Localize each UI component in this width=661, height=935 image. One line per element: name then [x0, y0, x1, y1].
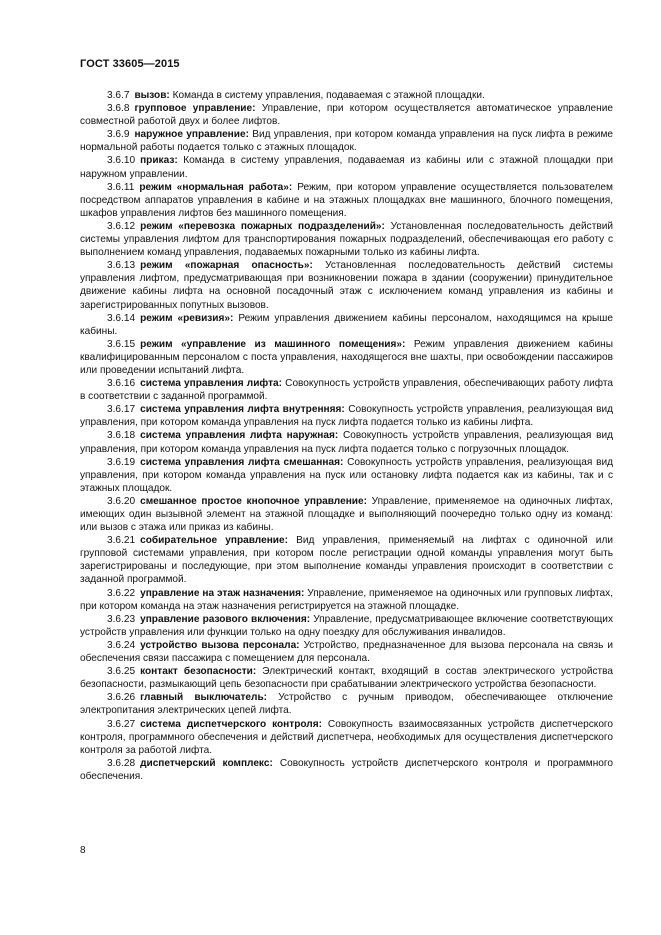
definition-text: Совокупность взаимосвязанных устройств диспетчерского контроля, программного обеспечения и действий диспетчера, необходимых для осуществления диспетчерского контроля за работой лифта. [80, 718, 614, 756]
definition-number: 3.6.23 [107, 613, 136, 625]
definition-text: Управление, применяемое на одиночных или групповых лифтах, при котором команда на этаж назначения регистрируется на этажной площадке. [80, 587, 614, 612]
definition-term: вызов: [134, 90, 170, 101]
definition-number: 3.6.15 [107, 338, 136, 350]
definition-text: Режим, при котором управление осуществляется пользователем посредством аппаратов управления в кабине и на этажных площадках вне машинного, блочного помещения, шкафов управления лифтов без машинного помещения. [80, 181, 613, 219]
definition-text: Устройство, предназначенное для вызова персонала на связь и обеспечения связи пассажира с помещением для персонала. [80, 639, 613, 665]
definition-number: 3.6.7 [107, 90, 130, 101]
definition-item [80, 718, 613, 757]
definition-number: 3.6.28 [107, 757, 136, 769]
definition-text: Устройство с ручным приводом, обеспечивающее отключение электропитания электрических цепей лифта. [80, 692, 613, 717]
definition-number: 3.6.11 [107, 181, 135, 193]
definition-term: система управления лифта внутренняя: [140, 404, 345, 416]
definition-term: система управления лифта наружная: [140, 430, 339, 442]
definition-term: диспетчерский комплекс: [140, 757, 273, 769]
definition-item [80, 377, 613, 403]
definition-item [80, 429, 613, 455]
definition-item [80, 181, 613, 220]
definition-number: 3.6.14 [107, 312, 136, 324]
definition-text: Управление, при котором осуществляется автоматическое управление совместной работой двух и более лифтов. [80, 103, 613, 128]
definition-number: 3.6.13 [107, 260, 136, 272]
definition-number: 3.6.18 [107, 430, 136, 442]
definition-term: режим «перевозка пожарных подразделений»: [140, 220, 385, 232]
definition-term: главный выключатель: [140, 692, 268, 704]
definition-term: режим «пожарная опасность»: [140, 260, 313, 272]
definition-item [80, 613, 613, 639]
definition-number: 3.6.26 [107, 692, 136, 704]
definition-text: Вид управления, применяемый на лифтах с одиночной или групповой системами управления, при котором после регистрации одной команды управления могут быть зарегистрированы и последующие, при этом выполнение команды управления происходит в соответствии с заданной программой. [80, 535, 613, 586]
definition-term: наружное управление: [134, 129, 249, 141]
definition-item [80, 312, 613, 338]
definition-item [80, 757, 613, 783]
definition-term: режим «ревизия»: [140, 312, 234, 324]
definition-term: система управления лифта: [140, 378, 283, 390]
page-number: 8 [80, 845, 86, 856]
definition-item [80, 102, 613, 128]
definition-text: Совокупность устройств управления, реализующая вид управления, при котором команда управления на пуск лифта подается только с погрузочных площадок. [80, 430, 613, 455]
definition-text: Режим управления движением кабины квалифицированным персоналом с поста управления, находящегося вне шахты, при освобождении пассажиров или проведении испытаний лифта. [80, 338, 613, 376]
definition-number: 3.6.8 [107, 103, 130, 115]
definition-number: 3.6.19 [107, 456, 136, 468]
definition-term: режим «управление из машинного помещения»: [140, 338, 406, 350]
definition-term: система диспетчерского контроля: [140, 718, 322, 730]
definition-term: управление разового включения: [140, 613, 311, 625]
definition-text: Команда в систему управления, подаваемая из кабины или с этажной площадки при наружном управлении. [80, 155, 613, 180]
definition-text: Совокупность устройств управления, обеспечивающих работу лифта в соответствии с заданной программой. [80, 378, 613, 403]
definition-text: Совокупность устройств диспетчерского контроля и программного обеспечения. [80, 757, 613, 782]
definition-text: Совокупность устройств управления, реализующая вид управления, при котором команда управления на пуск лифта подается только из кабины лифта. [80, 404, 613, 429]
definition-item [80, 534, 613, 586]
definition-text: Совокупность устройств управления, реализующая вид управления, при котором команда управления на пуск или остановку лифта подается как из кабины, так и с этажных площадок. [80, 456, 613, 494]
definitions-list [80, 89, 613, 783]
definition-term: собирательное управление: [140, 535, 288, 547]
definition-term: приказ: [140, 155, 178, 167]
definition-item [80, 403, 613, 429]
definition-text: Управление, применяемое на одиночных лифтах, имеющих один вызывной элемент на этажной площадке и выполняющий поочередно только одну из команд: или вызов с этажа или приказ из кабины. [80, 495, 613, 534]
definition-item [80, 154, 613, 180]
definition-item [80, 587, 613, 613]
definition-number: 3.6.25 [107, 666, 136, 678]
definition-term: устройство вызова персонала: [140, 639, 300, 651]
definition-item [80, 691, 613, 717]
definition-item [80, 259, 613, 311]
definition-number: 3.6.24 [107, 639, 136, 651]
definition-term: контакт безопасности: [140, 666, 257, 678]
definition-number: 3.6.16 [107, 378, 136, 390]
definition-number: 3.6.12 [107, 220, 136, 232]
definition-number: 3.6.20 [107, 495, 136, 507]
definition-term: режим «нормальная работа»: [139, 181, 293, 193]
definition-number: 3.6.27 [107, 718, 136, 730]
definition-number: 3.6.10 [107, 155, 136, 167]
definition-item [80, 456, 613, 495]
definition-item [80, 338, 613, 377]
definition-item [80, 89, 613, 102]
definition-item [80, 220, 613, 259]
definition-item [80, 128, 613, 154]
definition-number: 3.6.17 [107, 404, 136, 416]
definition-text: Электрический контакт, входящий в состав электрического устройства безопасности, размыкающий цепь безопасности при срабатывании электрического устройства безопасности. [80, 666, 613, 691]
definition-number: 3.6.21 [107, 535, 136, 547]
document-header: ГОСТ 33605—2015 [80, 58, 180, 70]
definition-text: Установленная последовательность действий системы управления лифтом, предусматривающая при возникновении пожара в здании (сооружении) принудительное движение кабины лифта на основной посадочный этаж с исключением команд управления из кабины и зарегистрированных попутных вызовов. [80, 260, 614, 311]
definition-text: Режим управления движением кабины персоналом, находящимся на крыше кабины. [80, 312, 613, 337]
definition-number: 3.6.22 [107, 587, 136, 599]
definition-term: смешанное простое кнопочное управление: [140, 495, 367, 507]
definition-number: 3.6.9 [107, 129, 130, 141]
definition-term: система управления лифта смешанная: [140, 456, 344, 468]
definition-text: Установленная последовательность действий системы управления лифтом для транспортирования пожарных подразделений, обеспечивающая его работу с выполнением команд управления, подаваемых пожарными только из кабины лифта. [80, 220, 613, 259]
definition-text: Вид управления, при котором команда управления на пуск лифта в режиме нормальной работы подается только с этажных площадок. [80, 129, 613, 154]
definition-term: групповое управление: [134, 103, 256, 115]
definition-text: Управление, предусматривающее включение соответствующих устройств управления или функции только на одну поездку для обслуживания инвалидов. [80, 613, 613, 638]
definition-term: управление на этаж назначения: [140, 587, 305, 599]
definition-item [80, 639, 613, 665]
definition-item [80, 495, 613, 534]
definition-text: Команда в систему управления, подаваемая с этажной площадки. [172, 90, 485, 101]
definition-item [80, 665, 613, 691]
